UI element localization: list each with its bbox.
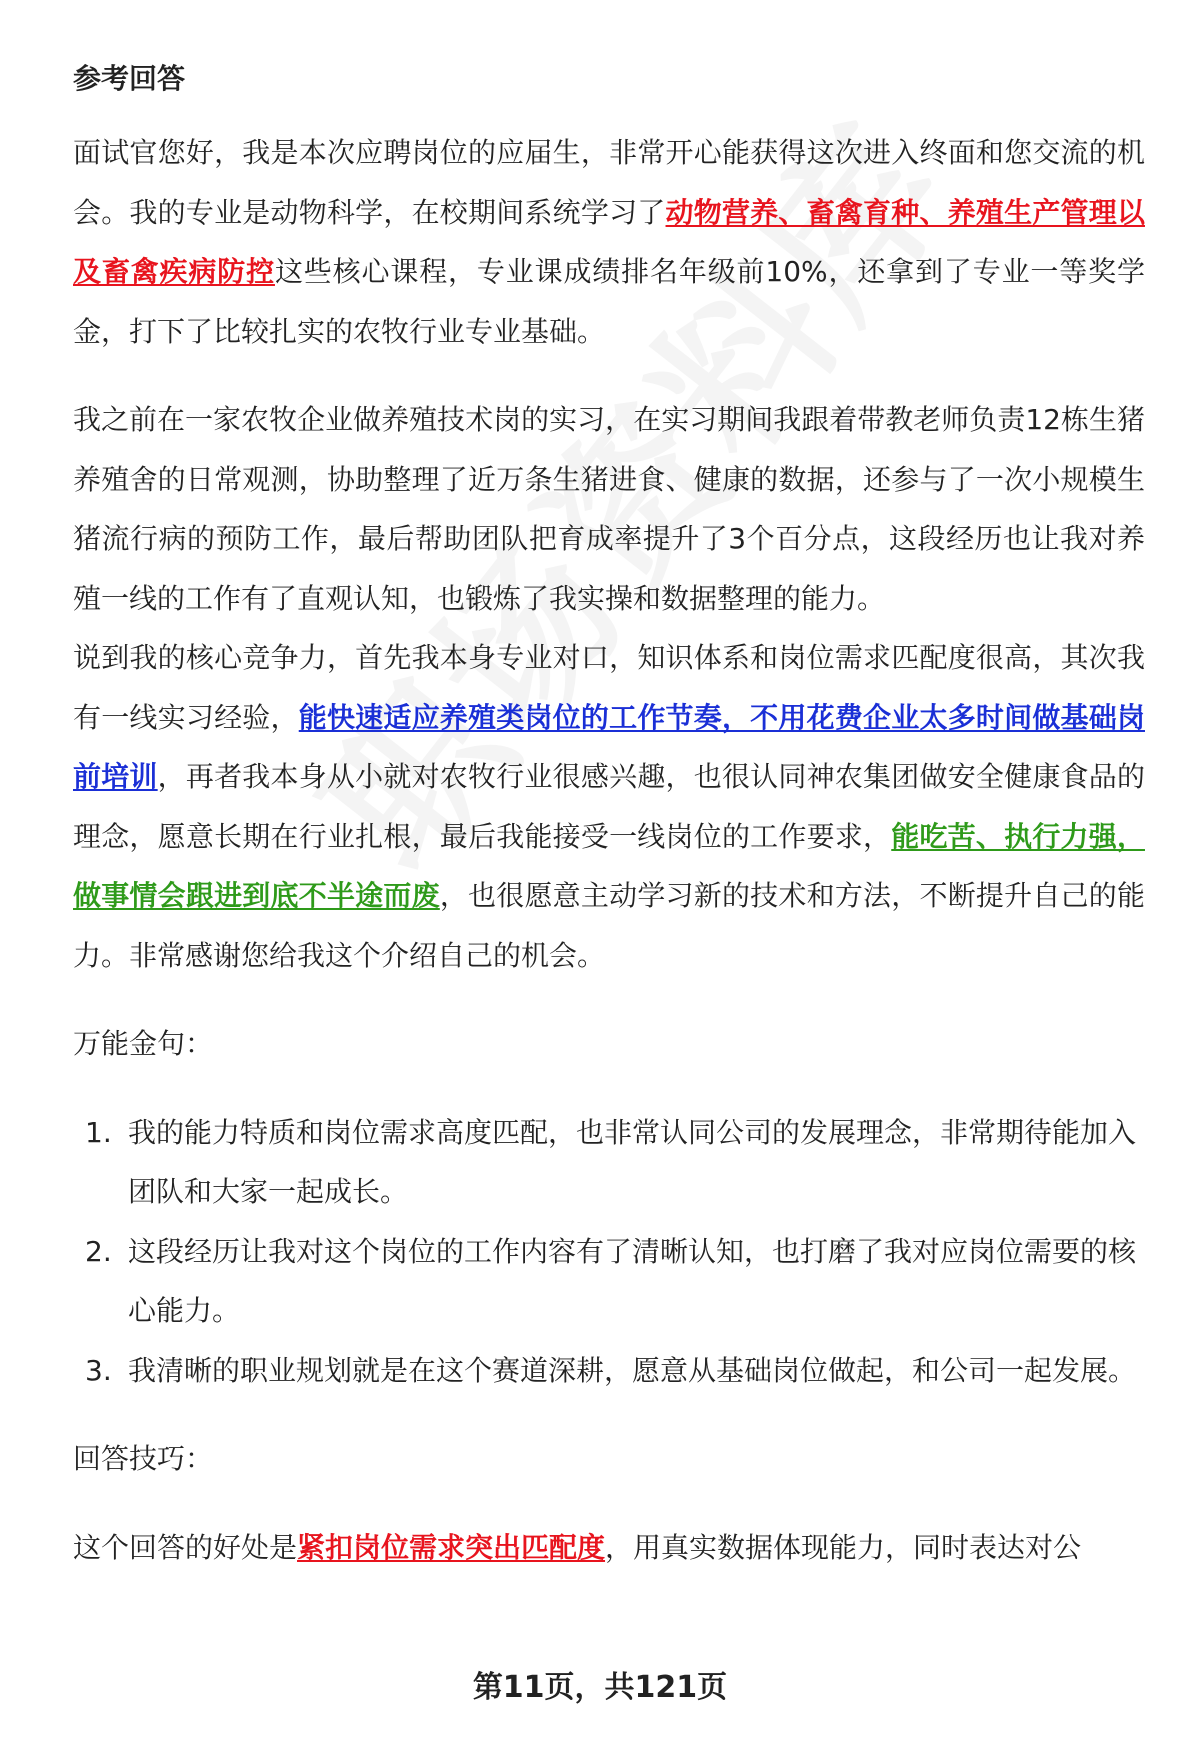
page-content (73, 55, 1145, 1577)
golden-sentences-list (73, 1103, 1145, 1401)
body-text: 这个回答的好处是 (73, 1530, 298, 1564)
body-text: ，也很愿意主动学习新的技术和方法，不断提升自己的能力。非常感谢您给我这个介绍自己的机会。 (73, 879, 1145, 972)
highlight-courses: 动物营养、畜禽育种、养殖生产管理以及畜禽疾病防控 (73, 195, 1145, 288)
list-number: 2. (85, 1234, 112, 1268)
body-text: ，再者我本身从小就对农牧行业很感兴趣，也很认同神农集团做安全健康食品的理念，愿意长期在行业扎根，最后我能接受一线岗位的工作要求， (73, 760, 1145, 853)
competitiveness-paragraph (73, 628, 1145, 985)
intro-text: 面试官您好，我是本次应聘岗位的应届生，非常开心能获得这次进入终面和您交流的机会。我的专业是动物科学，在校期间系统学习了 (73, 136, 1145, 229)
highlight-adaptability: 能快速适应养殖类岗位的工作节奏，不用花费企业太多时间做基础岗前培训 (73, 700, 1145, 793)
list-number: 3. (85, 1353, 112, 1387)
section-heading: 参考回答 (73, 62, 186, 95)
golden-sentences-label: 万能金句： (73, 1027, 214, 1060)
page-number: 第11页，共121页 (472, 1670, 728, 1705)
list-item (73, 1341, 1145, 1401)
highlight-diligence: 能吃苦、执行力强，做事情会跟进到底不半途而废 (73, 819, 1145, 912)
list-text: 我清晰的职业规划就是在这个赛道深耕，愿意从基础岗位做起，和公司一起发展。 (128, 1353, 1137, 1387)
internship-paragraph: 我之前在一家农牧企业做养殖技术岗的实习，在实习期间我跟着带教老师负责12栋生猪养殖舍的日常观测，协助整理了近万条生猪进食、健康的数据，还参与了一次小规模生猪流行病的预防工作，最后帮助团队把育成率提升了3个百分点，这段经历也让我对养殖一线的工作有了直观认知，也锻炼了我实操和数据整理的能力。 (73, 403, 1145, 615)
list-item (73, 1222, 1145, 1341)
answer-tips-label: 回答技巧： (73, 1442, 214, 1475)
list-text: 这段经历让我对这个岗位的工作内容有了清晰认知，也打磨了我对应岗位需要的核心能力。 (128, 1234, 1137, 1327)
intro-paragraph-1 (73, 123, 1145, 361)
list-number: 1. (85, 1115, 112, 1149)
body-text: 说到我的核心竞争力，首先我本身专业对口，知识体系和岗位需求匹配度很高，其次我有一线实习经验， (73, 641, 1145, 734)
list-item (73, 1103, 1145, 1222)
intro-text: 这些核心课程，专业课成绩排名年级前10%，还拿到了专业一等奖学金，打下了比较扎实的农牧行业专业基础。 (73, 255, 1145, 348)
highlight-matching: 紧扣岗位需求突出匹配度 (297, 1530, 606, 1564)
list-text: 我的能力特质和岗位需求高度匹配，也非常认同公司的发展理念，非常期待能加入团队和大家一起成长。 (128, 1115, 1137, 1208)
body-text: ，用真实数据体现能力，同时表达对公 (605, 1530, 1082, 1564)
tips-paragraph (73, 1518, 1145, 1578)
